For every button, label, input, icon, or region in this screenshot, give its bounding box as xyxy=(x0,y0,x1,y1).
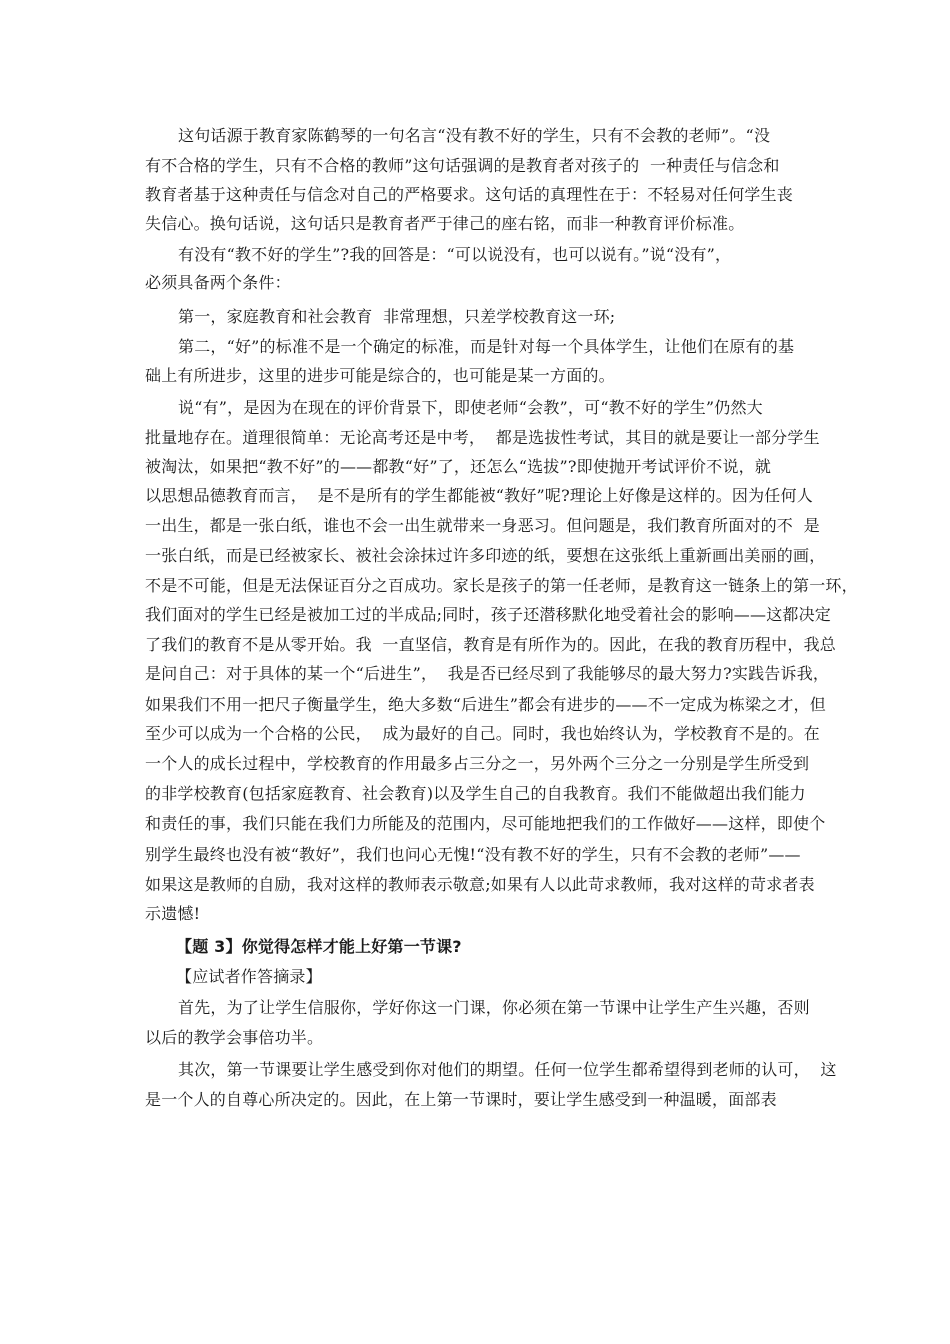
text-line: 第二，“好”的标准不是一个确定的标准，而是针对每一个具体学生，让他们在原有的基 xyxy=(178,337,795,356)
text-line: 我们面对的学生已经是被加工过的半成品;同时，孩子还潜移默化地受着社会的影响——这都决定 xyxy=(145,605,831,624)
text-line: 以思想品德教育而言， 是不是所有的学生都能被“教好”呢?理论上好像是这样的。因为任何人 xyxy=(145,486,813,505)
question-heading: 【题 3】你觉得怎样才能上好第一节课? xyxy=(176,937,462,956)
text-line: 第一，家庭教育和社会教育 非常理想，只差学校教育这一环; xyxy=(178,307,616,326)
text-line: 一个人的成长过程中，学校教育的作用最多占三分之一，另外两个三分之一分别是学生所受到 xyxy=(145,754,810,773)
text-line: 是一个人的自尊心所决定的。因此，在上第一节课时，要让学生感受到一种温暖，面部表 xyxy=(145,1090,777,1109)
text-line: 别学生最终也没有被“教好”，我们也问心无愧!“没有教不好的学生，只有不会教的老师”—— xyxy=(145,845,801,864)
text-line: 教育者基于这种责任与信念对自己的严格要求。这句话的真理性在于：不轻易对任何学生丧 xyxy=(145,185,794,204)
text-line: 础上有所进步，这里的进步可能是综合的，也可能是某一方面的。 xyxy=(145,366,615,385)
text-line: 如果我们不用一把尺子衡量学生，绝大多数“后进生”都会有进步的——不一定成为栋梁之才，但 xyxy=(145,695,826,714)
text-line: 和责任的事，我们只能在我们力所能及的范围内，尽可能地把我们的工作做好——这样，即使个 xyxy=(145,814,826,833)
text-line: 了我们的教育不是从零开始。我 一直坚信，教育是有所作为的。因此，在我的教育历程中，我总 xyxy=(145,635,836,654)
text-line: 以后的教学会事倍功半。 xyxy=(145,1028,324,1047)
text-line: 有没有“教不好的学生”?我的回答是：“可以说没有，也可以说有。”说“没有”， xyxy=(178,245,732,264)
text-line: 批量地存在。道理很简单：无论高考还是中考， 都是选拔性考试，其目的就是要让一部分学生 xyxy=(145,428,820,447)
text-line: 其次，第一节课要让学生感受到你对他们的期望。任何一位学生都希望得到老师的认可， 这 xyxy=(178,1060,837,1079)
text-line: 说“有”，是因为在现在的评价背景下，即使老师“会教”，可“教不好的学生”仍然大 xyxy=(178,398,763,417)
text-line: 被淘汰，如果把“教不好”的——都教“好”了，还怎么“选拔”?即使抛开考试评价不说，就 xyxy=(145,457,772,476)
text-line: 不是不可能，但是无法保证百分之百成功。家长是孩子的第一任老师，是教育这一链条上的第一环， xyxy=(145,576,858,595)
text-line: 首先，为了让学生信服你，学好你这一门课，你必须在第一节课中让学生产生兴趣，否则 xyxy=(178,998,810,1017)
text-line: 一张白纸，而是已经被家长、被社会涂抹过许多印迹的纸，要想在这张纸上重新画出美丽的画， xyxy=(145,546,826,565)
text-line: 有不合格的学生，只有不合格的教师”这句话强调的是教育者对孩子的 一种责任与信念和 xyxy=(145,156,780,175)
text-line: 这句话源于教育家陈鹤琴的一句名言“没有教不好的学生，只有不会教的老师”。“没 xyxy=(178,126,771,145)
text-line: 必须具备两个条件： xyxy=(145,273,291,292)
text-line: 失信心。换句话说，这句话只是教育者严于律己的座右铭，而非一种教育评价标准。 xyxy=(145,214,745,233)
text-line: 示遗憾! xyxy=(145,904,201,923)
text-line: 至少可以成为一个合格的公民， 成为最好的自己。同时，我也始终认为，学校教育不是的。在 xyxy=(145,724,820,743)
text-line: 如果这是教师的自励，我对这样的教师表示敬意;如果有人以此苛求教师，我对这样的苛求者表 xyxy=(145,875,815,894)
text-line: 是问自己：对于具体的某一个“后进生”， 我是否已经尽到了我能够尽的最大努力?实践告诉我， xyxy=(145,664,830,683)
text-line: 一出生，都是一张白纸，谁也不会一出生就带来一身恶习。但问题是，我们教育所面对的不 是 xyxy=(145,516,820,535)
answer-excerpt-heading: 【应试者作答摘录】 xyxy=(176,967,322,986)
text-line: 的非学校教育(包括家庭教育、社会教育)以及学生自己的自我教育。我们不能做超出我们能力 xyxy=(145,784,806,803)
